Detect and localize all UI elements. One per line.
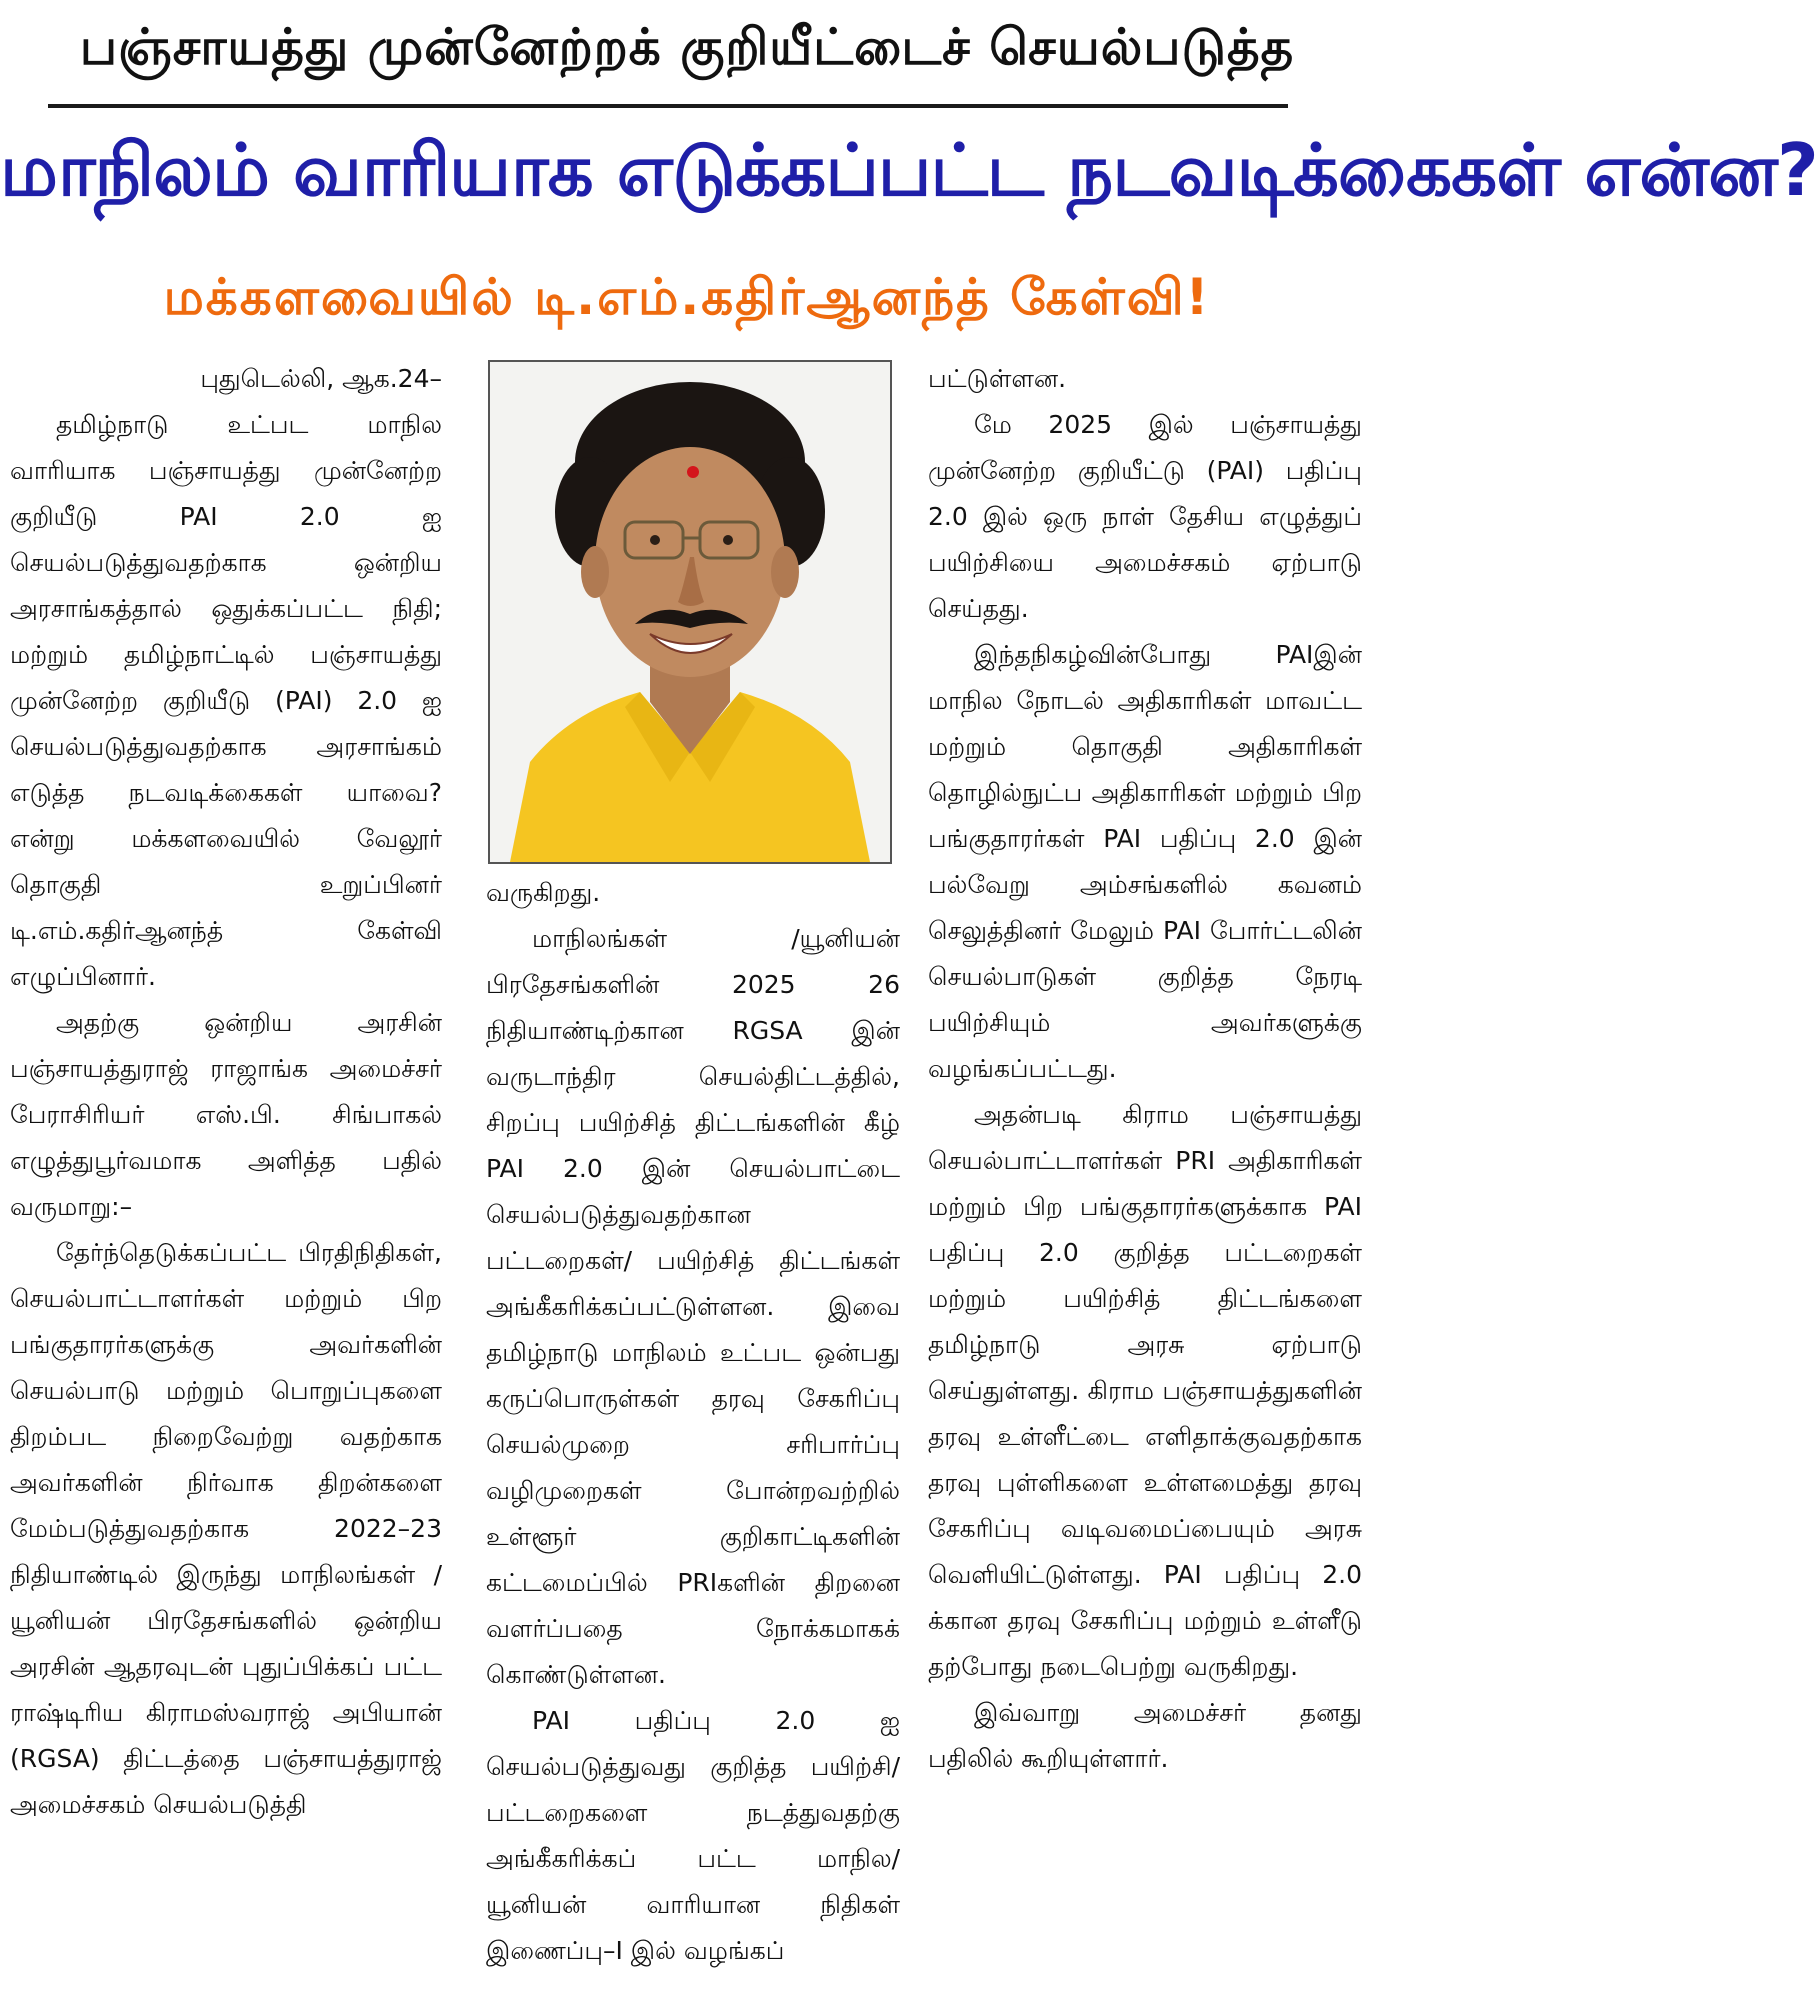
person-portrait-icon — [490, 362, 890, 862]
article-subhead: மக்களவையில் டி.எம்.கதிர்ஆனந்த் கேள்வி! — [163, 268, 1211, 326]
paragraph: இந்தநிகழ்வின்போது PAIஇன் மாநில நோடல் அதிகாரிகள் மாவட்ட மற்றும் தொகுதி அதிகாரிகள் தொழில்நுட்ப அதிகாரிகள் மற்றும் பிற பங்குதாரர்கள் PAI பதிப்பு 2.0 இன் பல்வேறு அம்சங்களில் கவனம் செலுத்தினர் மேலும் PAI போர்ட்டலின் செயல்பாடுகள் குறித்த நேரடி பயிற்சியும் அவர்களுக்கு வழங்கப்பட்டது. — [928, 640, 1362, 1083]
paragraph: மாநிலங்கள் /யூனியன் பிரதேசங்களின் 2025 26 நிதியாண்டிற்கான RGSA இன் வருடாந்திர செயல்திட்டத்தில், சிறப்பு பயிற்சித் திட்டங்களின் கீழ் PAI 2.0 இன் செயல்பாட்டை செயல்படுத்துவதற்கான பட்டறைகள்/ பயிற்சித் திட்டங்கள் அங்கீகரிக்கப்பட்டுள்ளன. இவை தமிழ்நாடு மாநிலம் உட்பட ஒன்பது கருப்பொருள்கள் தரவு சேகரிப்பு செயல்முறை சரிபார்ப்பு வழிமுறைகள் போன்றவற்றில் உள்ளூர் குறிகாட்டிகளின் கட்டமைப்பில் PRIகளின் திறனை வளர்ப்பதை நோக்கமாகக் கொண்டுள்ளன. — [486, 924, 900, 1689]
paragraph: தமிழ்நாடு உட்பட மாநில வாரியாக பஞ்சாயத்து முன்னேற்ற குறியீடு PAI 2.0 ஐ செயல்படுத்துவதற்காக ஒன்றிய அரசாங்கத்தால் ஒதுக்கப்பட்ட நிதி; மற்றும் தமிழ்நாட்டில் பஞ்சாயத்து முன்னேற்ற குறியீடு (PAI) 2.0 ஐ செயல்படுத்துவதற்காக அரசாங்கம் எடுத்த நடவடிக்கைகள் யாவை? என்று மக்களவையில் வேலூர் தொகுதி உறுப்பினர் டி.எம்.கதிர்ஆனந்த் கேள்வி எழுப்பினார். — [10, 410, 442, 991]
portrait-photo — [488, 360, 892, 864]
paragraph: அதற்கு ஒன்றிய அரசின் பஞ்சாயத்துராஜ் ராஜாங்க அமைச்சர் பேராசிரியர் எஸ்.பி. சிங்பாகல் எழுத்துபூர்வமாக அளித்த பதில் வருமாறு:– — [10, 1008, 442, 1221]
paragraph: மே 2025 இல் பஞ்சாயத்து முன்னேற்ற குறியீட்டு (PAI) பதிப்பு 2.0 இல் ஒரு நாள் தேசிய எழுத்துப் பயிற்சியை அமைச்சகம் ஏற்பாடு செய்தது. — [928, 410, 1362, 623]
article-column-1 — [10, 356, 442, 1828]
article-column-2 — [486, 870, 900, 1974]
paragraph: பட்டுள்ளன. — [928, 364, 1067, 393]
paragraph: அதன்படி கிராம பஞ்சாயத்து செயல்பாட்டாளர்கள் PRI அதிகாரிகள் மற்றும் பிற பங்குதாரர்களுக்காக PAI பதிப்பு 2.0 குறித்த பட்டறைகள் மற்றும் பயிற்சித் திட்டங்களை தமிழ்நாடு அரசு ஏற்பாடு செய்துள்ளது. கிராம பஞ்சாயத்துகளின் தரவு உள்ளீட்டை எளிதாக்குவதற்காக தரவு புள்ளிகளை உள்ளமைத்து தரவு சேகரிப்பு வடிவமைப்பையும் அரசு வெளியிட்டுள்ளது. PAI பதிப்பு 2.0 க்கான தரவு சேகரிப்பு மற்றும் உள்ளீடு தற்போது நடைபெற்று வருகிறது. — [928, 1100, 1362, 1681]
article-column-3 — [928, 356, 1362, 1782]
paragraph: வருகிறது. — [486, 878, 601, 907]
article-headline: மாநிலம் வாரியாக எடுக்கப்பட்ட நடவடிக்கைகள் என்ன? — [0, 128, 1818, 212]
paragraph: இவ்வாறு அமைச்சர் தனது பதிலில் கூறியுள்ளார். — [928, 1698, 1362, 1773]
paragraph: தேர்ந்தெடுக்கப்பட்ட பிரதிநிதிகள், செயல்பாட்டாளர்கள் மற்றும் பிற பங்குதாரர்களுக்கு அவர்களின் செயல்பாடு மற்றும் பொறுப்புகளை திறம்பட நிறைவேற்று வதற்காக அவர்களின் நிர்வாக திறன்களை மேம்படுத்துவதற்காக 2022–23 நிதியாண்டில் இருந்து மாநிலங்கள் /யூனியன் பிரதேசங்களில் ஒன்றிய அரசின் ஆதரவுடன் புதுப்பிக்கப் பட்ட ராஷ்டிரிய கிராமஸ்வராஜ் அபியான் (RGSA) திட்டத்தை பஞ்சாயத்துராஜ் அமைச்சகம் செயல்படுத்தி — [10, 1238, 442, 1819]
article-kicker: பஞ்சாயத்து முன்னேற்றக் குறியீட்டைச் செயல்படுத்த — [79, 18, 1295, 76]
paragraph: PAI பதிப்பு 2.0 ஐ செயல்படுத்துவது குறித்த பயிற்சி/ பட்டறைகளை நடத்துவதற்கு அங்கீகரிக்கப் பட்ட மாநில/ யூனியன் வாரியான நிதிகள் இணைப்பு–I இல் வழங்கப் — [486, 1706, 900, 1965]
dateline: புதுடெல்லி, ஆக.24– — [200, 364, 442, 393]
header-rule — [48, 104, 1288, 108]
